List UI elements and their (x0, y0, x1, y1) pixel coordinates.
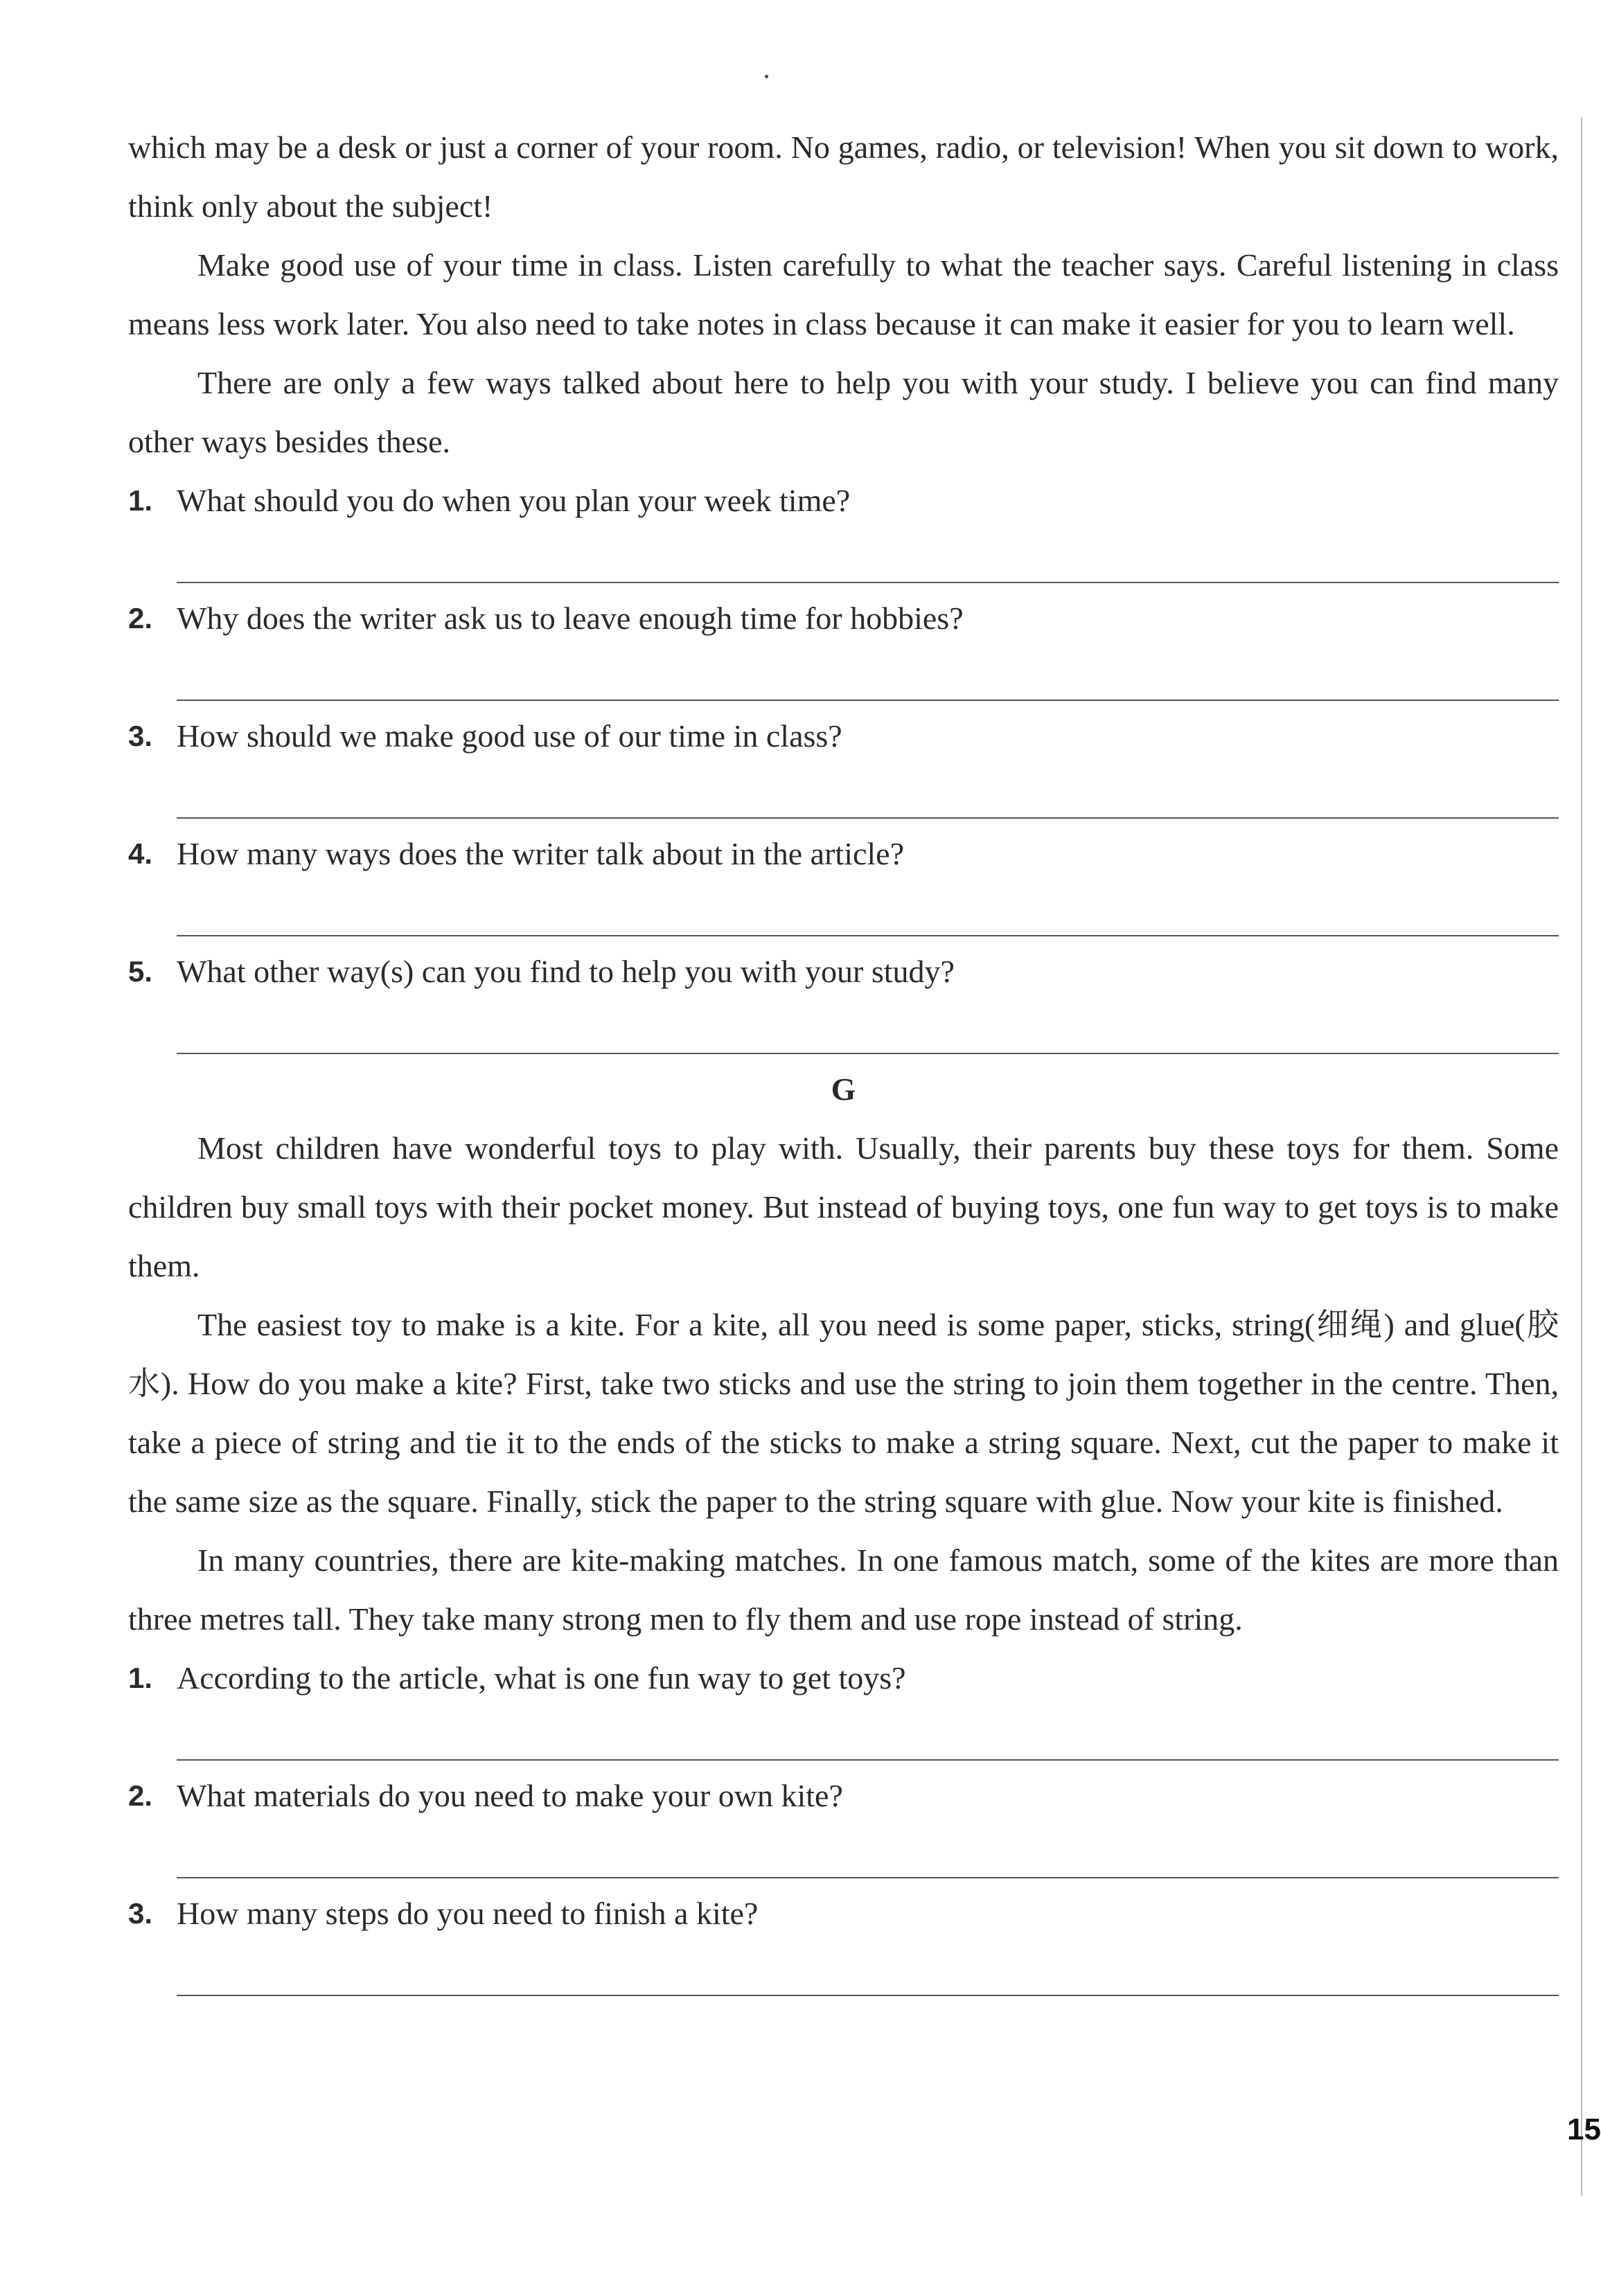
question-number: 2. (128, 1779, 153, 1812)
answer-line[interactable] (128, 1001, 1559, 1060)
passage-g-paragraph: In many countries, there are kite-making matches. In one famous match, some of the kites are more than three metres tall. They take many strong men to fly them and use rope instead of string. (128, 1542, 1559, 1637)
page-content (128, 118, 1559, 2002)
passage-f-question-3 (128, 706, 1559, 824)
question-number: 5. (128, 955, 153, 988)
question-number: 4. (128, 837, 153, 870)
passage-f-paragraph: which may be a desk or just a corner of your room. No games, radio, or television! When you sit down to work, think only about the subject! (128, 130, 1559, 224)
answer-line[interactable] (128, 648, 1559, 706)
passage-f-question-4 (128, 824, 1559, 942)
question-text: How many steps do you need to finish a kite? (177, 1896, 759, 1931)
section-heading: G (831, 1071, 856, 1107)
page-number: 15 (1567, 2112, 1601, 2146)
question-number: 2. (128, 602, 153, 634)
answer-line[interactable] (128, 1707, 1559, 1766)
question-number: 3. (128, 720, 153, 752)
answer-line[interactable] (128, 1943, 1559, 2002)
page-edge-line (1581, 118, 1582, 2196)
question-text: What other way(s) can you find to help you with your study? (177, 954, 955, 989)
passage-g-question-2 (128, 1766, 1559, 1884)
question-text: How should we make good use of our time in class? (177, 718, 842, 754)
passage-f-paragraph: Make good use of your time in class. Listen carefully to what the teacher says. Careful listening in class means less work later. You also need to take notes in class because it can make it easier for you to learn well. (128, 247, 1559, 341)
passage-f-question-5 (128, 942, 1559, 1060)
passage-f-question-2 (128, 589, 1559, 706)
passage-g-question-1 (128, 1648, 1559, 1766)
passage-f-question-1 (128, 471, 1559, 589)
passage-f-paragraph: There are only a few ways talked about here to help you with your study. I believe you can find many other ways besides these. (128, 365, 1559, 459)
question-number: 1. (128, 484, 153, 517)
question-number: 1. (128, 1662, 153, 1694)
answer-line[interactable] (128, 765, 1559, 824)
question-text: Why does the writer ask us to leave enough time for hobbies? (177, 600, 964, 636)
answer-line[interactable] (128, 1825, 1559, 1884)
answer-line[interactable] (128, 883, 1559, 942)
question-text: What should you do when you plan your week time? (177, 483, 851, 518)
question-text: How many ways does the writer talk about in the article? (177, 836, 905, 871)
question-text: What materials do you need to make your own kite? (177, 1778, 843, 1813)
passage-g-paragraph: The easiest toy to make is a kite. For a kite, all you need is some paper, sticks, string(细绳) and glue(胶水). How do you make a kite? First, take two sticks and use the string to join them together in the centre. Then, take a piece of string and tie it to the ends of the sticks to make a string square. Next, cut the paper to make it the same size as the square. Finally, stick the paper to the string square with glue. Now your kite is finished. (128, 1307, 1559, 1519)
top-dot-mark (765, 75, 768, 78)
passage-g-question-3 (128, 1884, 1559, 2002)
answer-line[interactable] (128, 530, 1559, 589)
question-number: 3. (128, 1897, 153, 1930)
question-text: According to the article, what is one fun way to get toys? (177, 1660, 906, 1696)
passage-g-paragraph: Most children have wonderful toys to play with. Usually, their parents buy these toys for them. Some children buy small toys with their pocket money. But instead of buying toys, one fun way to get toys is to make them. (128, 1130, 1559, 1283)
